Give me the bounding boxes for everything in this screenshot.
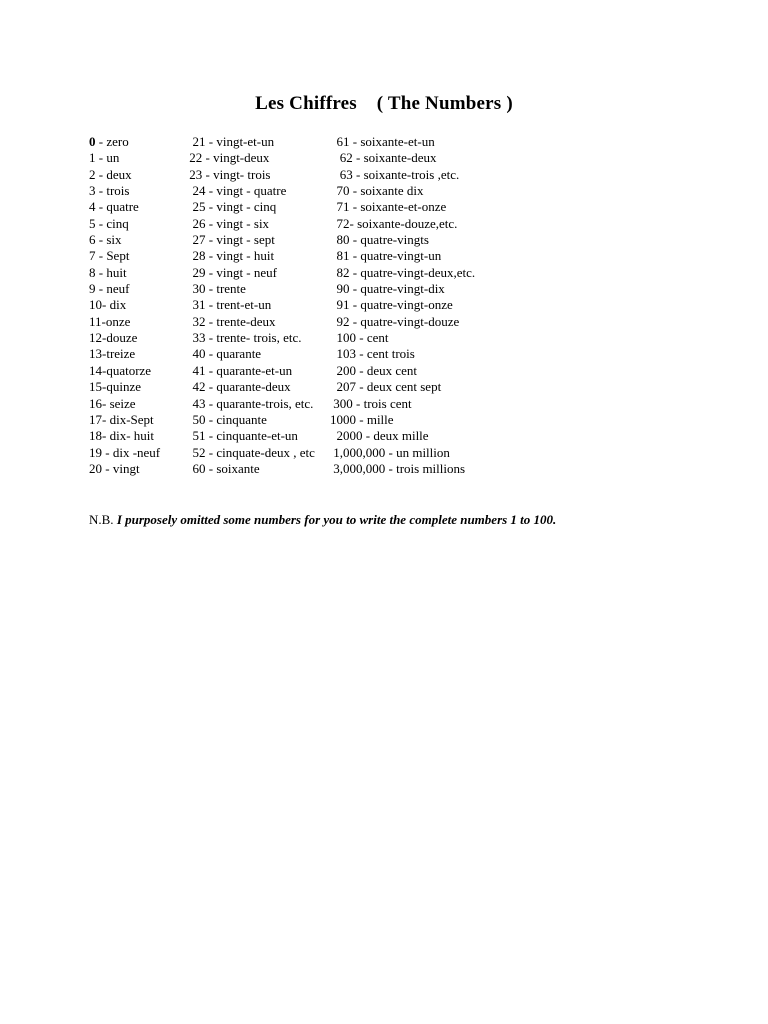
list-item: 50 - cinquante [186, 411, 267, 427]
list-item: 6 - six [89, 232, 122, 248]
list-item: 63 - soixante-trois ,etc. [330, 166, 460, 182]
list-item: 72- soixante-douze,etc. [330, 215, 458, 231]
list-item: 27 - vingt - sept [186, 232, 275, 248]
list-item: 82 - quatre-vingt-deux,etc. [330, 264, 476, 280]
list-item: 91 - quatre-vingt-onze [330, 297, 453, 313]
list-item: 16- seize [89, 395, 136, 411]
list-item: 20 - vingt [89, 460, 140, 476]
list-item: 15-quinze [89, 379, 141, 395]
list-item: 13-treize [89, 346, 136, 362]
note-label: N.B. [89, 512, 117, 527]
list-item: 43 - quarante-trois, etc. [186, 395, 314, 411]
list-item: 33 - trente- trois, etc. [186, 330, 302, 346]
list-item: 2 - deux [89, 166, 132, 182]
list-item: 200 - deux cent [330, 362, 418, 378]
list-item: 7 - Sept [89, 248, 130, 264]
list-item: 81 - quatre-vingt-un [330, 248, 442, 264]
list-item: 5 - cinq [89, 215, 129, 231]
list-item: 1000 - mille [330, 411, 394, 427]
list-item: 31 - trent-et-un [186, 297, 272, 313]
list-item: 62 - soixante-deux [330, 150, 437, 166]
list-item: 40 - quarante [186, 346, 262, 362]
list-item: 10- dix [89, 297, 127, 313]
list-item: 300 - trois cent [330, 395, 412, 411]
list-item: 61 - soixante-et-un [330, 134, 435, 149]
list-item: 28 - vingt - huit [186, 248, 275, 264]
list-item: 207 - deux cent sept [330, 379, 442, 395]
list-item: 21 - vingt-et-un [186, 134, 275, 149]
list-item: 90 - quatre-vingt-dix [330, 281, 445, 297]
number-zero-word: - zero [95, 134, 129, 149]
list-item: 22 - vingt-deux [186, 150, 270, 166]
list-item: 8 - huit [89, 264, 127, 280]
list-item: 60 - soixante [186, 460, 260, 476]
list-item: 71 - soixante-et-onze [330, 199, 447, 215]
list-item: 14-quatorze [89, 362, 152, 378]
list-item: 3,000,000 - trois millions [330, 460, 466, 476]
list-item: 12-douze [89, 330, 138, 346]
list-item: 42 - quarante-deux [186, 379, 291, 395]
list-item: 24 - vingt - quatre [186, 183, 287, 199]
list-item: 23 - vingt- trois [186, 166, 271, 182]
list-item: 32 - trente-deux [186, 313, 276, 329]
list-item: 103 - cent trois [330, 346, 415, 362]
list-item: 1 - un [89, 150, 120, 166]
list-item: 29 - vingt - neuf [186, 264, 277, 280]
list-item: 1,000,000 - un million [330, 444, 450, 460]
list-item: 4 - quatre [89, 199, 139, 215]
number-zero: 0 [89, 134, 96, 149]
list-item: 100 - cent [330, 330, 389, 346]
list-item: 70 - soixante dix [330, 183, 424, 199]
numbers-column-3 [330, 134, 475, 477]
note-text: I purposely omitted some numbers for you to write the complete numbers 1 to 100. [116, 512, 557, 527]
list-item [89, 134, 160, 150]
list-item: 80 - quatre-vingts [330, 232, 429, 248]
list-item: 51 - cinquante-et-un [186, 428, 298, 444]
list-item: 9 - neuf [89, 281, 130, 297]
page-title: Les Chiffres ( The Numbers ) [255, 93, 513, 114]
list-item: 26 - vingt - six [186, 215, 270, 231]
list-item: 19 - dix -neuf [89, 444, 161, 460]
list-item: 30 - trente [186, 281, 246, 297]
list-item: 17- dix-Sept [89, 411, 154, 427]
list-item: 25 - vingt - cinq [186, 199, 277, 215]
list-item: 11-onze [89, 313, 131, 329]
numbers-column-2 [186, 134, 315, 477]
list-item: 18- dix- huit [89, 428, 154, 444]
list-item: 52 - cinquate-deux , etc [186, 444, 315, 460]
numbers-column-1 [89, 134, 160, 477]
list-item: 92 - quatre-vingt-douze [330, 313, 460, 329]
list-item: 2000 - deux mille [330, 428, 429, 444]
note [89, 512, 556, 528]
list-item: 3 - trois [89, 183, 130, 199]
list-item: 41 - quarante-et-un [186, 362, 293, 378]
